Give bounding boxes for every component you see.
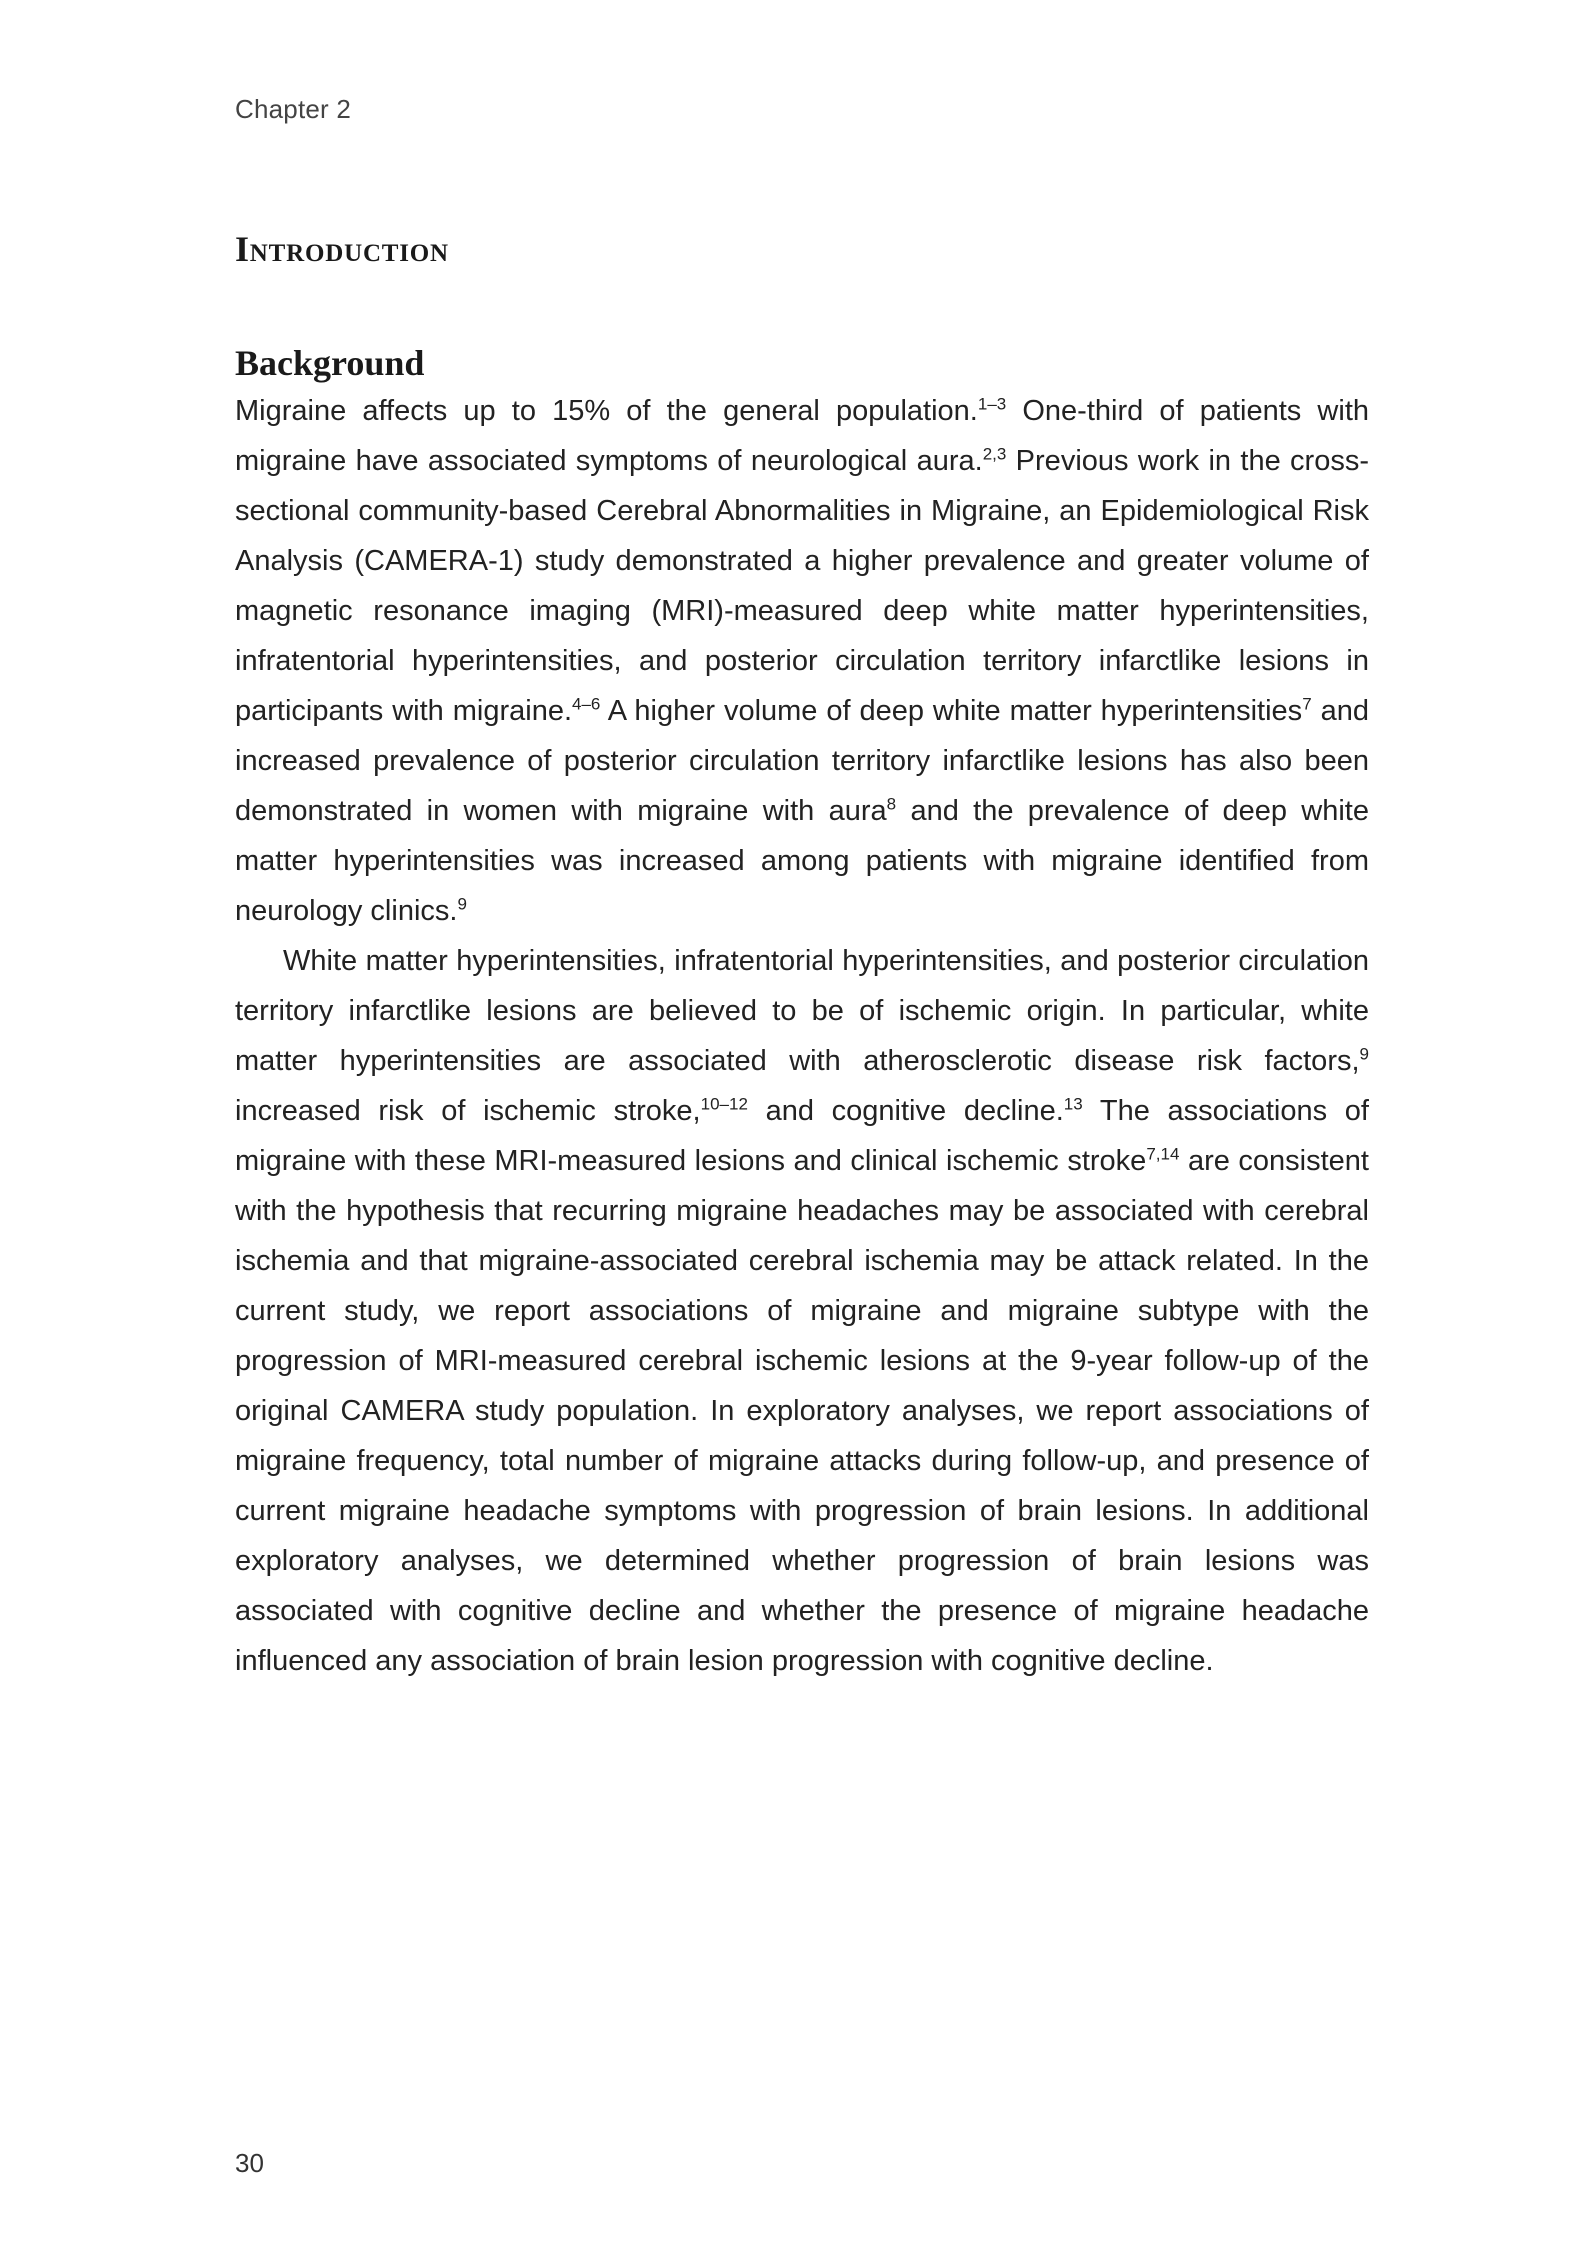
citation-superscript: 9 (457, 894, 467, 914)
section-heading: Introduction (235, 229, 449, 269)
citation-superscript: 9 (1359, 1044, 1369, 1064)
paragraph-text: and cognitive decline. (747, 1095, 1064, 1127)
citation-superscript: 13 (1063, 1094, 1083, 1114)
citation-superscript: 7,14 (1146, 1144, 1180, 1164)
running-header: Chapter 2 (235, 94, 351, 124)
paragraph-text: and increased prevalence of posterior circulation territory infarctlike lesions has also been demonstrated in women with migraine with aura (235, 695, 1369, 827)
citation-superscript: 1–3 (977, 394, 1007, 414)
citation-superscript: 7 (1302, 694, 1312, 714)
paragraph-text: One-third of patients with migraine have associated symptoms of neurological aura. (235, 395, 1369, 477)
paragraph-text: White matter hyperintensities, infratentorial hyperintensities, and posterior circulation territory infarctlike lesions are believed to be of ischemic origin. In particular, white matter hyperintensities are associated with atherosclerotic disease risk factors, (235, 945, 1369, 1077)
citation-superscript: 8 (886, 794, 897, 814)
paragraph-text: Migraine affects up to 15% of the general population. (235, 395, 978, 427)
paragraph-1 (235, 386, 1369, 936)
paragraph-text: and the prevalence of deep white matter hyperintensities was increased among patients with migraine identified from neurology clinics. (235, 795, 1369, 927)
citation-superscript: 10–12 (700, 1094, 748, 1114)
page-number: 30 (235, 2148, 264, 2178)
citation-superscript: 4–6 (572, 694, 601, 714)
main-content (235, 228, 1369, 1686)
paragraph-text: A higher volume of deep white matter hyperintensities (600, 695, 1303, 727)
paragraph-text: increased risk of ischemic stroke, (235, 1095, 701, 1127)
paragraph-text: The associations of migraine with these MRI-measured lesions and clinical ischemic stroke (235, 1095, 1369, 1177)
paragraph-text: Previous work in the cross-sectional community-based Cerebral Abnormalities in Migraine, an Epidemiological Risk Analysis (CAMERA-1) study demonstrated a higher prevalence and greater volume of magnetic resonance imaging (MRI)-measured deep white matter hyperintensities, infratentorial hyperintensities, and posterior circulation territory infarctlike lesions in participants with migraine. (235, 445, 1369, 727)
paragraph-text: are consistent with the hypothesis that recurring migraine headaches may be associated with cerebral ischemia and that migraine-associated cerebral ischemia may be attack related. In the current study, we report associations of migraine and migraine subtype with the progression of MRI-measured cerebral ischemic lesions at the 9-year follow-up of the original CAMERA study population. In exploratory analyses, we report associations of migraine frequency, total number of migraine attacks during follow-up, and presence of current migraine headache symptoms with progression of brain lesions. In additional exploratory analyses, we determined whether progression of brain lesions was associated with cognitive decline and whether the presence of migraine headache influenced any association of brain lesion progression with cognitive decline. (235, 1145, 1369, 1677)
citation-superscript: 2,3 (982, 444, 1007, 464)
subsection-heading: Background (235, 343, 425, 383)
paragraph-2 (235, 936, 1369, 1686)
